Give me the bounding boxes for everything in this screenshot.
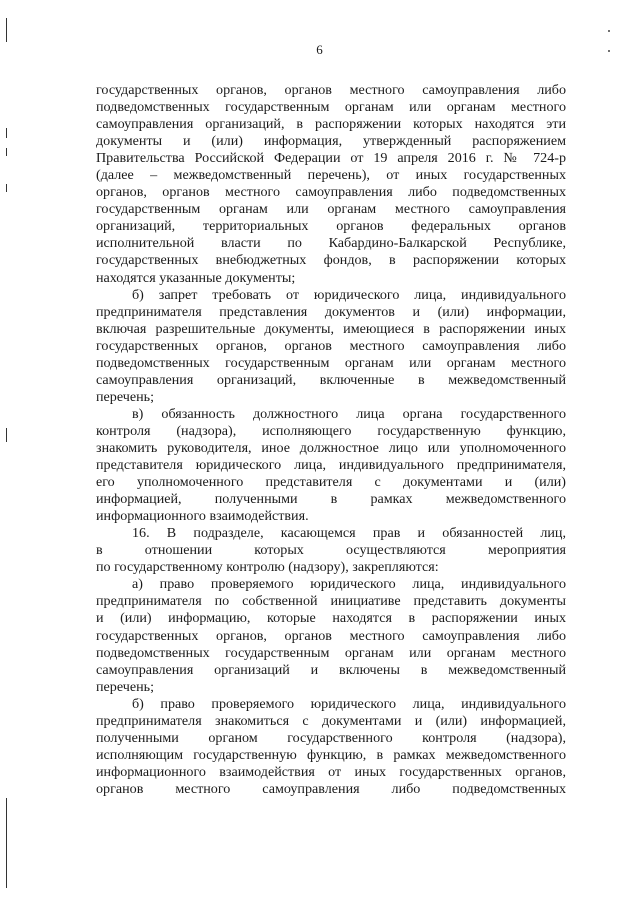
text-line: Правительства Российской Федерации от 19 апреля 2016 г. № 724-р — [96, 150, 566, 167]
scan-dot — [608, 50, 610, 52]
text-line: предпринимателя знакомиться с документами и (или) информацией, — [96, 712, 566, 729]
text-line: перечень; — [96, 678, 154, 695]
text-line: а) право проверяемого юридического лица, индивидуального — [132, 576, 566, 593]
text-line: исполнительной власти по Кабардино-Балкарской Республике, — [96, 235, 566, 252]
text-line: государственных органов, органов местного самоуправления либо — [96, 337, 566, 354]
scan-mark — [6, 148, 7, 156]
text-line: предпринимателя по собственной инициативе представить документы — [96, 593, 566, 610]
text-line: государственным органам или органам местного самоуправления — [96, 201, 566, 218]
text-line: документы и (или) информация, утвержденный распоряжением — [96, 133, 566, 150]
scan-mark — [6, 184, 7, 192]
text-line: подведомственных государственным органам или органам местного — [96, 99, 566, 116]
text-line: полученными органом государственного контроля (надзора), — [96, 729, 566, 746]
text-line: подведомственных государственным органам или органам местного — [96, 354, 566, 371]
text-line: включая разрешительные документы, имеющиеся в распоряжении иных — [96, 320, 566, 337]
scan-mark — [6, 428, 7, 442]
text-line: знакомить руководителя, иное должностное лицо или уполномоченного — [96, 439, 566, 456]
text-line: государственных органов, органов местного самоуправления либо — [96, 627, 566, 644]
text-line: самоуправления организаций и включены в межведомственный — [96, 661, 566, 678]
text-line: перечень; — [96, 388, 154, 405]
text-line: б) запрет требовать от юридического лица, индивидуального — [132, 286, 566, 303]
text-line: в отношении которых осуществляются мероприятия — [96, 542, 566, 559]
text-line: б) право проверяемого юридического лица, индивидуального — [132, 695, 566, 712]
scan-mark — [6, 798, 7, 888]
text-line: предпринимателя представления документов и (или) информации, — [96, 303, 566, 320]
text-line: государственных органов, органов местного самоуправления либо — [96, 82, 566, 98]
text-line: исполняющим государственную функцию, в рамках межведомственного — [96, 746, 566, 763]
text-line: самоуправления организаций, включенные в межведомственный — [96, 371, 566, 388]
page-number: 6 — [316, 42, 323, 57]
body-text — [96, 82, 566, 798]
text-line: представителя юридического лица, индивидуального предпринимателя, — [96, 457, 566, 474]
text-line: (далее – межведомственный перечень), от иных государственных — [96, 167, 566, 184]
text-line: по государственному контролю (надзору), закрепляются: — [96, 559, 439, 576]
scan-dot — [608, 30, 610, 32]
text-line: находятся указанные документы; — [96, 269, 296, 286]
scan-mark — [6, 18, 7, 42]
text-line: органов местного самоуправления либо подведомственных — [96, 780, 566, 797]
scan-mark — [6, 128, 7, 138]
text-line: в) обязанность должностного лица органа государственного — [132, 405, 566, 422]
text-line: органов, органов местного самоуправления либо подведомственных — [96, 184, 566, 201]
text-line: и (или) информацию, которые находятся в распоряжении иных — [96, 610, 566, 627]
text-line: его уполномоченного представителя с документами и (или) — [96, 474, 566, 491]
text-line: информационного взаимодействия. — [96, 508, 309, 525]
text-line: информационного взаимодействия от иных государственных органов, — [96, 763, 566, 780]
text-line: информацией, полученными в рамках межведомственного — [96, 491, 566, 508]
text-line: 16. В подразделе, касающемся прав и обязанностей лиц, — [132, 525, 566, 542]
text-line: контроля (надзора), исполняющего государственную функцию, — [96, 422, 566, 439]
text-line: подведомственных государственным органам или органам местного — [96, 644, 566, 661]
text-line: организаций, территориальных органов федеральных органов — [96, 218, 566, 235]
text-line: самоуправления организаций, в распоряжении которых находятся эти — [96, 116, 566, 133]
text-line: государственных внебюджетных фондов, в распоряжении которых — [96, 252, 566, 269]
